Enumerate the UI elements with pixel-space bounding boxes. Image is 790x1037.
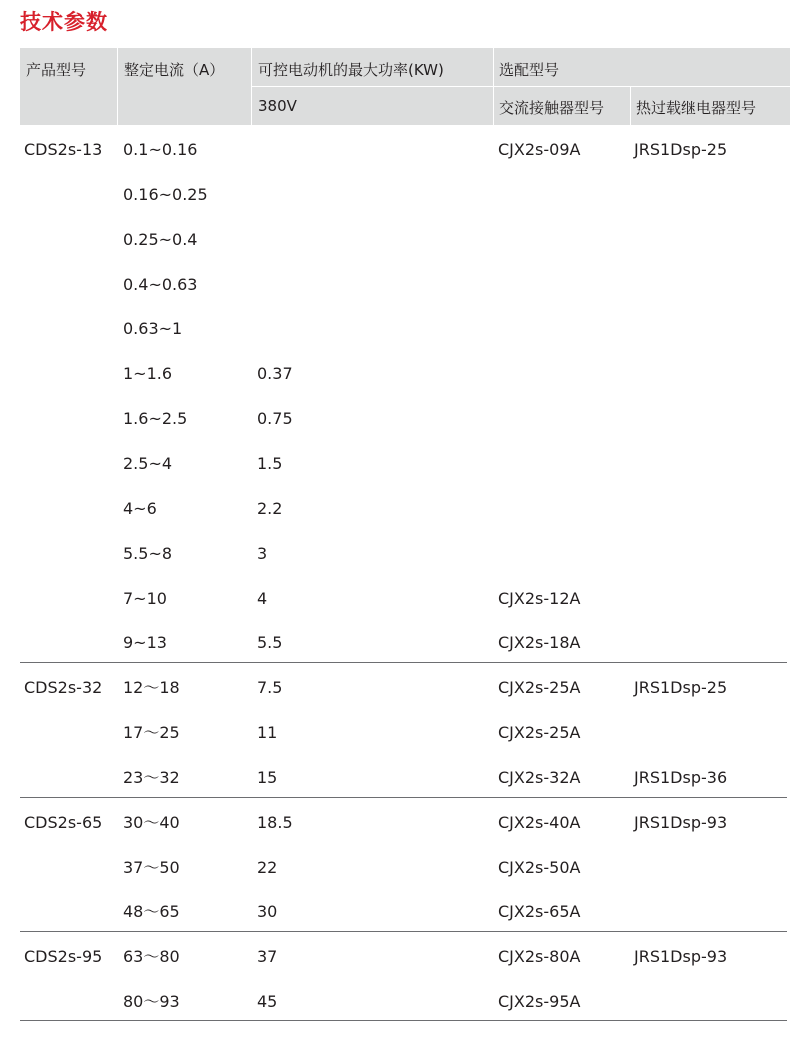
cell-power: 0.37: [257, 364, 293, 383]
cell-current: 30～40: [123, 813, 180, 832]
cell-contactor: CJX2s-32A: [498, 768, 581, 787]
cell-model: CDS2s-32: [24, 678, 103, 697]
cell-current: 0.16~0.25: [123, 185, 208, 204]
cell-power: 15: [257, 768, 278, 787]
cell-current: 9~13: [123, 633, 167, 652]
cell-current: 7~10: [123, 589, 167, 608]
cell-model: CDS2s-65: [24, 813, 103, 832]
cell-contactor: CJX2s-12A: [498, 589, 581, 608]
cell-power: 11: [257, 723, 278, 742]
cell-current: 63～80: [123, 947, 180, 966]
header-divider: [252, 86, 790, 87]
cell-current: 37～50: [123, 858, 180, 877]
table-bottom-border: [20, 1020, 787, 1021]
cell-relay: JRS1Dsp-36: [634, 768, 728, 787]
cell-contactor: CJX2s-18A: [498, 633, 581, 652]
cell-power: 45: [257, 992, 278, 1011]
cell-power: 0.75: [257, 409, 293, 428]
header-divider: [630, 86, 631, 125]
cell-current: 0.25~0.4: [123, 230, 198, 249]
cell-current: 48～65: [123, 902, 180, 921]
cell-current: 0.4~0.63: [123, 275, 198, 294]
cell-contactor: CJX2s-80A: [498, 947, 581, 966]
cell-power: 7.5: [257, 678, 283, 697]
cell-contactor: CJX2s-40A: [498, 813, 581, 832]
cell-current: 12～18: [123, 678, 180, 697]
cell-power: 3: [257, 544, 268, 563]
header-power-voltage: 380V: [258, 97, 297, 115]
cell-current: 0.1~0.16: [123, 140, 198, 159]
cell-model: CDS2s-95: [24, 947, 103, 966]
header-current: 整定电流（A）: [124, 61, 225, 79]
cell-power: 18.5: [257, 813, 293, 832]
cell-contactor: CJX2s-09A: [498, 140, 581, 159]
cell-contactor: CJX2s-95A: [498, 992, 581, 1011]
cell-power: 5.5: [257, 633, 283, 652]
cell-contactor: CJX2s-25A: [498, 678, 581, 697]
cell-relay: JRS1Dsp-25: [634, 140, 728, 159]
cell-current: 23～32: [123, 768, 180, 787]
cell-contactor: CJX2s-50A: [498, 858, 581, 877]
cell-contactor: CJX2s-25A: [498, 723, 581, 742]
cell-power: 30: [257, 902, 278, 921]
cell-current: 5.5~8: [123, 544, 173, 563]
cell-relay: JRS1Dsp-93: [634, 947, 728, 966]
header-match: 选配型号: [499, 61, 560, 79]
cell-relay: JRS1Dsp-25: [634, 678, 728, 697]
group-divider: [20, 662, 787, 663]
cell-relay: JRS1Dsp-93: [634, 813, 728, 832]
header-contactor: 交流接触器型号: [499, 99, 605, 117]
cell-power: 1.5: [257, 454, 283, 473]
cell-current: 17～25: [123, 723, 180, 742]
group-divider: [20, 931, 787, 932]
header-divider: [117, 48, 118, 125]
header-power: 可控电动机的最大功率(KW): [258, 61, 444, 79]
cell-power: 37: [257, 947, 278, 966]
cell-current: 4~6: [123, 499, 157, 518]
cell-current: 80～93: [123, 992, 180, 1011]
cell-power: 4: [257, 589, 268, 608]
group-divider: [20, 797, 787, 798]
cell-current: 0.63~1: [123, 319, 183, 338]
cell-contactor: CJX2s-65A: [498, 902, 581, 921]
cell-power: 22: [257, 858, 278, 877]
cell-current: 1.6~2.5: [123, 409, 188, 428]
page-title: 技术参数: [20, 10, 108, 34]
cell-model: CDS2s-13: [24, 140, 103, 159]
cell-power: 2.2: [257, 499, 283, 518]
cell-current: 2.5~4: [123, 454, 173, 473]
cell-current: 1~1.6: [123, 364, 173, 383]
header-model: 产品型号: [26, 61, 87, 79]
header-relay: 热过载继电器型号: [636, 99, 757, 117]
